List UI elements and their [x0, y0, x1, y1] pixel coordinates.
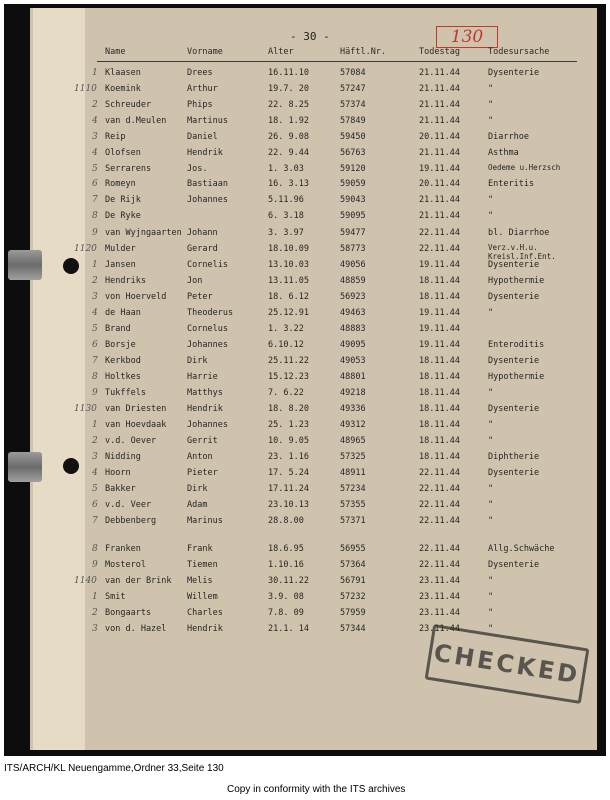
prisoner-number-cell: 56763 [340, 148, 366, 158]
table-row [0, 387, 610, 401]
death-date-cell: 22.11.44 [419, 500, 460, 510]
surname-cell: Olofsen [105, 148, 141, 158]
birth-date-cell: 6. 3.18 [268, 211, 304, 221]
surname-cell: v.d. Oever [105, 436, 157, 446]
prisoner-number-cell: 56791 [340, 576, 366, 586]
row-number: 1110 [74, 84, 97, 94]
table-row [0, 339, 610, 353]
table-row [0, 275, 610, 289]
first-name-cell: Pieter [187, 468, 218, 478]
prisoner-number-cell: 57084 [340, 68, 366, 78]
prisoner-number-cell: 48911 [340, 468, 366, 478]
header-death-date: Todestag [419, 47, 460, 57]
first-name-cell: Hendrik [187, 148, 223, 158]
table-row [0, 451, 610, 465]
cause-of-death-cell: " [488, 195, 494, 205]
row-number: 1130 [74, 404, 97, 414]
table-row [0, 115, 610, 129]
death-date-cell: 21.11.44 [419, 100, 460, 110]
birth-date-cell: 22. 9.44 [268, 148, 309, 158]
first-name-cell: Cornelis [187, 260, 228, 270]
row-number: 5 [92, 484, 98, 494]
surname-cell: Smit [105, 592, 126, 602]
row-number: 1 [92, 260, 98, 270]
surname-cell: van der Brink [105, 576, 172, 586]
death-date-cell: 22.11.44 [419, 484, 460, 494]
surname-cell: van Driesten [105, 404, 167, 414]
table-row [0, 291, 610, 305]
row-number: 6 [92, 179, 98, 189]
table-row [0, 355, 610, 369]
death-date-cell: 23.11.44 [419, 576, 460, 586]
birth-date-cell: 16.11.10 [268, 68, 309, 78]
prisoner-number-cell: 49056 [340, 260, 366, 270]
surname-cell: Romeyn [105, 179, 136, 189]
birth-date-cell: 5.11.96 [268, 195, 304, 205]
cause-of-death-cell: " [488, 84, 494, 94]
row-number: 4 [92, 116, 98, 126]
cause-of-death-cell: " [488, 500, 494, 510]
row-number: 9 [92, 388, 98, 398]
birth-date-cell: 25.12.91 [268, 308, 309, 318]
surname-cell: De Rijk [105, 195, 141, 205]
prisoner-number-cell: 49336 [340, 404, 366, 414]
row-number: 8 [92, 211, 98, 221]
cause-of-death-cell: " [488, 484, 494, 494]
first-name-cell: Martinus [187, 116, 228, 126]
prisoner-number-cell: 59095 [340, 211, 366, 221]
death-date-cell: 18.11.44 [419, 356, 460, 366]
birth-date-cell: 30.11.22 [268, 576, 309, 586]
birth-date-cell: 13.11.05 [268, 276, 309, 286]
first-name-cell: Tiemen [187, 560, 218, 570]
cause-of-death-cell: " [488, 308, 494, 318]
first-name-cell: Dirk [187, 356, 208, 366]
prisoner-number-cell: 57344 [340, 624, 366, 634]
table-row [0, 419, 610, 433]
prisoner-number-cell: 57232 [340, 592, 366, 602]
surname-cell: de Haan [105, 308, 141, 318]
death-date-cell: 18.11.44 [419, 388, 460, 398]
table-row [0, 623, 610, 637]
birth-date-cell: 3.9. 08 [268, 592, 304, 602]
first-name-cell: Hendrik [187, 624, 223, 634]
death-date-cell: 18.11.44 [419, 276, 460, 286]
row-number: 1 [92, 68, 98, 78]
surname-cell: Mulder [105, 244, 136, 254]
table-row [0, 67, 610, 81]
table-row [0, 307, 610, 321]
cause-of-death-cell: Dysenterie [488, 356, 540, 366]
cause-of-death-cell: " [488, 420, 494, 430]
table-row [0, 83, 610, 97]
row-number: 4 [92, 308, 98, 318]
death-date-cell: 23.11.44 [419, 592, 460, 602]
birth-date-cell: 15.12.23 [268, 372, 309, 382]
death-date-cell: 19.11.44 [419, 164, 460, 174]
prisoner-number-cell: 56923 [340, 292, 366, 302]
surname-cell: Debbenberg [105, 516, 157, 526]
row-number: 2 [92, 608, 98, 618]
first-name-cell: Gerrit [187, 436, 218, 446]
prisoner-number-cell: 58773 [340, 244, 366, 254]
row-number: 8 [92, 544, 98, 554]
birth-date-cell: 3. 3.97 [268, 228, 304, 238]
first-name-cell: Johannes [187, 340, 228, 350]
cause-of-death-cell: Oedeme u.Herzsch [488, 163, 561, 172]
surname-cell: Koemink [105, 84, 141, 94]
cause-of-death-cell: bl. Diarrhoe [488, 228, 550, 238]
prisoner-number-cell: 49053 [340, 356, 366, 366]
surname-cell: Kerkbod [105, 356, 141, 366]
surname-cell: Klaasen [105, 68, 141, 78]
page-number: - 30 - [290, 30, 330, 43]
table-row [0, 259, 610, 273]
first-name-cell: Marinus [187, 516, 223, 526]
surname-cell: von Hoerveld [105, 292, 167, 302]
surname-cell: Holtkes [105, 372, 141, 382]
prisoner-number-cell: 57355 [340, 500, 366, 510]
row-number: 5 [92, 324, 98, 334]
birth-date-cell: 7. 6.22 [268, 388, 304, 398]
prisoner-number-cell: 57247 [340, 84, 366, 94]
first-name-cell: Frank [187, 544, 213, 554]
table-row [0, 591, 610, 605]
prisoner-number-cell: 57371 [340, 516, 366, 526]
surname-cell: Brand [105, 324, 131, 334]
row-number: 3 [92, 292, 98, 302]
cause-of-death-cell: Enteritis [488, 179, 535, 189]
table-row [0, 210, 610, 224]
row-number: 1 [92, 420, 98, 430]
table-row [0, 515, 610, 529]
birth-date-cell: 18.10.09 [268, 244, 309, 254]
prisoner-number-cell: 57234 [340, 484, 366, 494]
table-row [0, 371, 610, 385]
death-date-cell: 21.11.44 [419, 68, 460, 78]
surname-cell: Reip [105, 132, 126, 142]
death-date-cell: 18.11.44 [419, 404, 460, 414]
row-number: 1140 [74, 576, 97, 586]
death-date-cell: 23.11.44 [419, 608, 460, 618]
header-first-name: Vorname [187, 47, 223, 57]
header-prisoner-number: Häftl.Nr. [340, 47, 387, 57]
prisoner-number-cell: 56955 [340, 544, 366, 554]
death-date-cell: 19.11.44 [419, 324, 460, 334]
header-birth-date: Alter [268, 47, 294, 57]
row-number: 3 [92, 452, 98, 462]
row-number: 8 [92, 372, 98, 382]
cause-of-death-cell: " [488, 116, 494, 126]
prisoner-number-cell: 48965 [340, 436, 366, 446]
table-row [0, 178, 610, 192]
prisoner-number-cell: 57959 [340, 608, 366, 618]
surname-cell: Mosterol [105, 560, 146, 570]
first-name-cell: Adam [187, 500, 208, 510]
table-row [0, 575, 610, 589]
cause-of-death-cell: " [488, 436, 494, 446]
cause-of-death-cell: Diarrhoe [488, 132, 529, 142]
surname-cell: van d.Meulen [105, 116, 167, 126]
row-number: 2 [92, 436, 98, 446]
table-row [0, 131, 610, 145]
table-row [0, 163, 610, 177]
birth-date-cell: 18.6.95 [268, 544, 304, 554]
birth-date-cell: 25. 1.23 [268, 420, 309, 430]
cause-of-death-cell: " [488, 100, 494, 110]
first-name-cell: Theoderus [187, 308, 234, 318]
file-page-number: 130 [436, 26, 498, 48]
header-name: Name [105, 47, 126, 57]
surname-cell: Bongaarts [105, 608, 152, 618]
header-cause-of-death: Todesursache [488, 47, 550, 57]
death-date-cell: 20.11.44 [419, 132, 460, 142]
first-name-cell: Drees [187, 68, 213, 78]
prisoner-number-cell: 48883 [340, 324, 366, 334]
death-date-cell: 19.11.44 [419, 308, 460, 318]
surname-cell: Schreuder [105, 100, 152, 110]
row-number: 1 [92, 592, 98, 602]
first-name-cell: Hendrik [187, 404, 223, 414]
birth-date-cell: 23. 1.16 [268, 452, 309, 462]
death-date-cell: 18.11.44 [419, 436, 460, 446]
cause-of-death-cell: Hypothermie [488, 276, 545, 286]
first-name-cell: Charles [187, 608, 223, 618]
table-row [0, 483, 610, 497]
birth-date-cell: 13.10.03 [268, 260, 309, 270]
birth-date-cell: 19.7. 20 [268, 84, 309, 94]
cause-of-death-cell: " [488, 624, 494, 634]
birth-date-cell: 22. 8.25 [268, 100, 309, 110]
death-date-cell: 18.11.44 [419, 420, 460, 430]
prisoner-number-cell: 57325 [340, 452, 366, 462]
birth-date-cell: 1. 3.22 [268, 324, 304, 334]
row-number: 4 [92, 148, 98, 158]
cause-of-death-cell: Dysenterie [488, 468, 540, 478]
archive-reference: ITS/ARCH/KL Neuengamme,Ordner 33,Seite 130 [4, 763, 224, 774]
prisoner-number-cell: 49463 [340, 308, 366, 318]
surname-cell: Hoorn [105, 468, 131, 478]
row-number: 3 [92, 624, 98, 634]
header-underline [97, 61, 577, 62]
first-name-cell: Phips [187, 100, 213, 110]
death-date-cell: 21.11.44 [419, 148, 460, 158]
cause-of-death-cell: Dysenterie [488, 260, 540, 270]
birth-date-cell: 26. 9.08 [268, 132, 309, 142]
death-date-cell: 21.11.44 [419, 116, 460, 126]
surname-cell: van Wyjngaarten Johann [105, 228, 218, 238]
death-date-cell: 18.11.44 [419, 452, 460, 462]
birth-date-cell: 1.10.16 [268, 560, 304, 570]
cause-of-death-cell: Diphtherie [488, 452, 540, 462]
surname-cell: Nidding [105, 452, 141, 462]
table-row [0, 323, 610, 337]
death-date-cell: 18.11.44 [419, 292, 460, 302]
death-date-cell: 21.11.44 [419, 84, 460, 94]
cause-of-death-cell: Allg.Schwäche [488, 544, 555, 554]
first-name-cell: Peter [187, 292, 213, 302]
cause-of-death-cell: Asthma [488, 148, 519, 158]
prisoner-number-cell: 49312 [340, 420, 366, 430]
table-row [0, 435, 610, 449]
first-name-cell: Harrie [187, 372, 218, 382]
prisoner-number-cell: 59120 [340, 164, 366, 174]
prisoner-number-cell: 57364 [340, 560, 366, 570]
prisoner-number-cell: 49095 [340, 340, 366, 350]
cause-of-death-cell: Dysenterie [488, 560, 540, 570]
first-name-cell: Johannes [187, 195, 228, 205]
death-date-cell: 23.11.44 [419, 624, 460, 634]
row-number: 7 [92, 516, 98, 526]
prisoner-number-cell: 48859 [340, 276, 366, 286]
cause-of-death-cell: Verz.v.H.u. Kreisl.Inf.Ent. [488, 243, 556, 261]
table-row [0, 607, 610, 621]
cause-of-death-cell: " [488, 608, 494, 618]
birth-date-cell: 16. 3.13 [268, 179, 309, 189]
surname-cell: De Ryke [105, 211, 141, 221]
birth-date-cell: 25.11.22 [268, 356, 309, 366]
birth-date-cell: 17.11.24 [268, 484, 309, 494]
cause-of-death-cell: Dysenterie [488, 292, 540, 302]
row-number: 2 [92, 100, 98, 110]
cause-of-death-cell: " [488, 516, 494, 526]
death-date-cell: 18.11.44 [419, 372, 460, 382]
death-date-cell: 20.11.44 [419, 179, 460, 189]
death-date-cell: 19.11.44 [419, 340, 460, 350]
cause-of-death-cell: " [488, 211, 494, 221]
prisoner-number-cell: 59043 [340, 195, 366, 205]
first-name-cell: Gerard [187, 244, 218, 254]
table-row [0, 543, 610, 557]
surname-cell: Borsje [105, 340, 136, 350]
birth-date-cell: 7.8. 09 [268, 608, 304, 618]
table-row [0, 194, 610, 208]
table-row [0, 147, 610, 161]
birth-date-cell: 21.1. 14 [268, 624, 309, 634]
first-name-cell: Cornelus [187, 324, 228, 334]
surname-cell: von d. Hazel [105, 624, 167, 634]
birth-date-cell: 18. 6.12 [268, 292, 309, 302]
checked-stamp: CHECKED [425, 624, 590, 704]
prisoner-number-cell: 59477 [340, 228, 366, 238]
birth-date-cell: 18. 8.20 [268, 404, 309, 414]
surname-cell: Hendriks [105, 276, 146, 286]
surname-cell: v.d. Veer [105, 500, 152, 510]
table-row [0, 403, 610, 417]
row-number: 6 [92, 500, 98, 510]
birth-date-cell: 23.10.13 [268, 500, 309, 510]
death-date-cell: 22.11.44 [419, 516, 460, 526]
death-date-cell: 21.11.44 [419, 211, 460, 221]
cause-of-death-cell: Enteroditis [488, 340, 545, 350]
prisoner-number-cell: 57374 [340, 100, 366, 110]
first-name-cell: Jos. [187, 164, 208, 174]
first-name-cell: Anton [187, 452, 213, 462]
table-row [0, 99, 610, 113]
surname-cell: van Hoevdaak [105, 420, 167, 430]
conformity-note: Copy in conformity with the ITS archives [227, 784, 406, 795]
row-number: 3 [92, 132, 98, 142]
surname-cell: Bakker [105, 484, 136, 494]
death-date-cell: 22.11.44 [419, 228, 460, 238]
table-row [0, 559, 610, 573]
death-date-cell: 19.11.44 [419, 260, 460, 270]
row-number: 5 [92, 164, 98, 174]
surname-cell: Jansen [105, 260, 136, 270]
prisoner-number-cell: 59450 [340, 132, 366, 142]
row-number: 4 [92, 468, 98, 478]
table-row [0, 499, 610, 513]
death-date-cell: 22.11.44 [419, 468, 460, 478]
cause-of-death-cell: Hypothermie [488, 372, 545, 382]
first-name-cell: Dirk [187, 484, 208, 494]
first-name-cell: Daniel [187, 132, 218, 142]
first-name-cell: Matthys [187, 388, 223, 398]
death-date-cell: 21.11.44 [419, 195, 460, 205]
row-number: 1120 [74, 244, 97, 254]
surname-cell: Franken [105, 544, 141, 554]
surname-cell: Tukffels [105, 388, 146, 398]
prisoner-number-cell: 49218 [340, 388, 366, 398]
death-date-cell: 22.11.44 [419, 544, 460, 554]
prisoner-number-cell: 48801 [340, 372, 366, 382]
first-name-cell: Jon [187, 276, 203, 286]
birth-date-cell: 28.8.00 [268, 516, 304, 526]
birth-date-cell: 10. 9.05 [268, 436, 309, 446]
cause-of-death-cell: Dysenterie [488, 404, 540, 414]
table-row [0, 467, 610, 481]
table-row [0, 243, 610, 261]
death-date-cell: 22.11.44 [419, 560, 460, 570]
birth-date-cell: 1. 3.03 [268, 164, 304, 174]
cause-of-death-cell: " [488, 388, 494, 398]
prisoner-number-cell: 59059 [340, 179, 366, 189]
first-name-cell: Melis [187, 576, 213, 586]
table-row [0, 227, 610, 241]
surname-cell: Serrarens [105, 164, 152, 174]
first-name-cell: Johannes [187, 420, 228, 430]
row-number: 6 [92, 340, 98, 350]
birth-date-cell: 6.10.12 [268, 340, 304, 350]
first-name-cell: Willem [187, 592, 218, 602]
row-number: 7 [92, 356, 98, 366]
row-number: 2 [92, 276, 98, 286]
row-number: 7 [92, 195, 98, 205]
first-name-cell: Bastiaan [187, 179, 228, 189]
prisoner-number-cell: 57849 [340, 116, 366, 126]
birth-date-cell: 17. 5.24 [268, 468, 309, 478]
birth-date-cell: 18. 1.92 [268, 116, 309, 126]
row-number: 9 [92, 560, 98, 570]
cause-of-death-cell: " [488, 592, 494, 602]
row-number: 9 [92, 228, 98, 238]
cause-of-death-cell: " [488, 576, 494, 586]
first-name-cell: Arthur [187, 84, 218, 94]
death-date-cell: 22.11.44 [419, 244, 460, 254]
cause-of-death-cell: Dysenterie [488, 68, 540, 78]
